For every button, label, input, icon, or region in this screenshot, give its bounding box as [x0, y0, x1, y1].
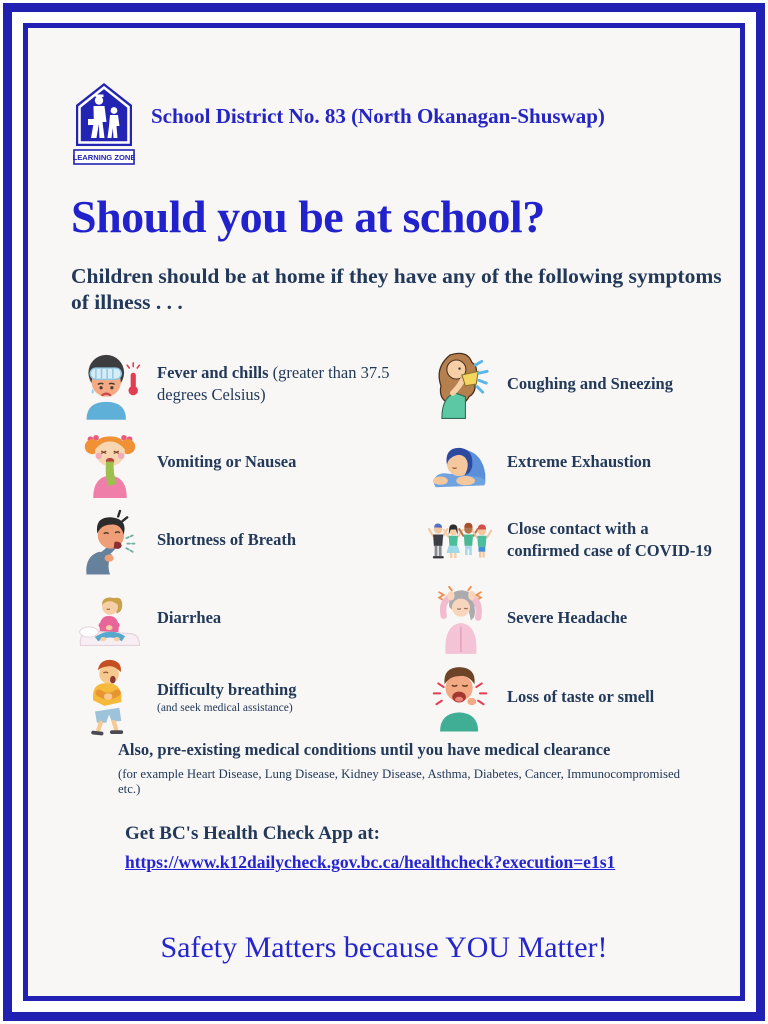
- symptom-severe-headache: [428, 579, 740, 657]
- health-check-app-block: [125, 823, 740, 873]
- symptom-label: Extreme Exhaustion: [507, 452, 652, 472]
- diarrhea-icon: [78, 588, 142, 649]
- symptom-label: Close contact with a confirmed case of COVID-19: [507, 519, 712, 561]
- symptom-fever-chills: [78, 345, 428, 423]
- symptom-note: (and seek medical assistance): [157, 701, 293, 714]
- symptom-diarrhea: [78, 579, 428, 657]
- symptom-vomiting-nausea: [78, 423, 428, 501]
- conditions-examples-text: (for example Heart Disease, Lung Disease, Kidney Disease, Asthma, Diabetes, Cancer, Immunocompromised etc.): [118, 767, 681, 797]
- symptom-loss-taste-smell: [428, 657, 740, 736]
- header: [73, 82, 740, 166]
- poster-content: [28, 82, 740, 1001]
- symptom-label: Loss of taste or smell: [507, 686, 655, 706]
- symptom-extreme-exhaustion: [428, 423, 740, 501]
- extreme-exhaustion-icon: [428, 433, 492, 491]
- poster-inner-border: [23, 23, 745, 1001]
- close-contact-icon: [428, 517, 492, 563]
- shortness-of-breath-icon: [78, 505, 142, 575]
- symptom-difficulty-breathing: [78, 657, 428, 736]
- page-title: Should you be at school?: [71, 191, 545, 242]
- vomiting-nausea-icon: [78, 427, 142, 498]
- footer-tagline: Safety Matters because YOU Matter!: [160, 931, 608, 965]
- symptom-label: Severe Headache: [507, 608, 628, 628]
- symptom-shortness-of-breath: [78, 501, 428, 579]
- severe-headache-icon: [428, 583, 492, 654]
- symptom-detail: (greater than 37.5 degrees Celsius): [157, 363, 390, 405]
- symptom-label: Fever and chills: [157, 363, 269, 383]
- symptom-label: Difficulty breathing: [157, 680, 297, 700]
- learning-zone-sign-icon: [73, 82, 135, 166]
- fever-chills-icon: [78, 348, 142, 420]
- poster-outer-border: [3, 3, 765, 1021]
- loss-taste-smell-icon: [428, 662, 492, 732]
- symptom-coughing-sneezing: [428, 345, 740, 423]
- symptom-label: Shortness of Breath: [157, 530, 297, 550]
- symptoms-grid: [28, 331, 740, 736]
- coughing-sneezing-icon: [428, 349, 492, 419]
- health-check-link[interactable]: https://www.k12dailycheck.gov.bc.ca/healthcheck?execution=e1s1: [125, 852, 616, 873]
- symptom-label: Vomiting or Nausea: [157, 452, 297, 472]
- symptom-label: Coughing and Sneezing: [507, 374, 673, 394]
- district-title: School District No. 83 (North Okanagan-Shuswap): [151, 103, 605, 128]
- difficulty-breathing-icon: [78, 657, 142, 736]
- preexisting-conditions-block: [118, 740, 704, 797]
- preexisting-conditions-text: Also, pre-existing medical conditions until you have medical clearance: [118, 740, 611, 760]
- logo-label: LEARNING ZONE: [73, 153, 135, 162]
- app-label: Get BC's Health Check App at:: [125, 823, 380, 845]
- symptom-label: Diarrhea: [157, 608, 222, 628]
- symptom-close-contact: [428, 501, 740, 579]
- subtitle: Children should be at home if they have any of the following symptoms of illness . . .: [71, 264, 722, 315]
